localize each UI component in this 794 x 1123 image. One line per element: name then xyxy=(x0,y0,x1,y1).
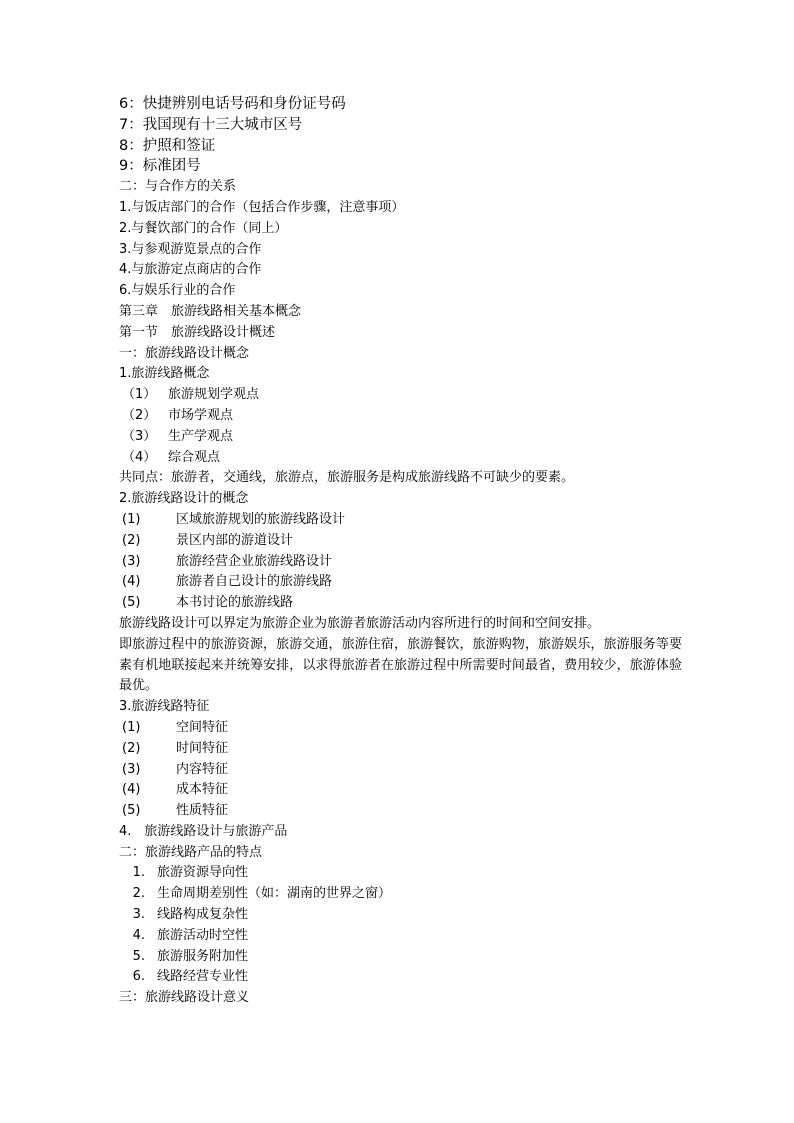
item-text: 综合观点 xyxy=(168,449,221,465)
item-text: 本书讨论的旅游线路 xyxy=(176,595,294,611)
section-heading: 二：与合作方的关系 xyxy=(119,179,237,195)
item-number: (1) xyxy=(122,719,141,735)
section-title: 第一节 旅游线路设计概述 xyxy=(119,324,276,340)
item-number: (2) xyxy=(122,740,141,756)
list-item xyxy=(119,760,689,781)
item-text: 景区内部的游道设计 xyxy=(176,532,294,548)
item-number: 3. xyxy=(132,907,145,923)
item-number: 1. xyxy=(132,865,145,881)
list-item xyxy=(119,884,689,905)
item-number: （4） xyxy=(122,449,157,465)
list-item xyxy=(119,406,689,427)
item-text: 空间特征 xyxy=(176,719,229,735)
list-item: 4.与旅游定点商店的合作 xyxy=(119,262,262,278)
subheading: 1.旅游线路概念 xyxy=(119,366,210,382)
text-line: 8：护照和签证 xyxy=(119,137,216,154)
list-item: 3.与参观游览景点的合作 xyxy=(119,241,262,257)
list-item xyxy=(119,572,689,593)
chapter-title: 第三章 旅游线路相关基本概念 xyxy=(119,303,302,319)
list-item xyxy=(119,427,689,448)
list-item xyxy=(119,531,689,552)
list-item xyxy=(119,385,689,406)
list-item: 1.与饭店部门的合作（包括合作步骤，注意事项） xyxy=(119,199,405,215)
subheading: 3.旅游线路特征 xyxy=(119,699,210,715)
item-number: (2) xyxy=(122,532,141,548)
list-item: 2.与餐饮部门的合作（同上） xyxy=(119,220,288,236)
document-page xyxy=(119,94,689,1009)
item-number: 6. xyxy=(132,969,145,985)
paragraph: 即旅游过程中的旅游资源，旅游交通，旅游住宿，旅游餐饮，旅游购物，旅游娱乐，旅游服务等要素有机地联接起来并统筹安排，以求得旅游者在旅游过程中所需要时间最省，费用较少，旅游体验最优。 xyxy=(119,636,682,694)
list-item xyxy=(119,739,689,760)
list-item xyxy=(119,863,689,884)
item-number: 5. xyxy=(132,948,145,964)
list-item: 6.与娱乐行业的合作 xyxy=(119,283,236,299)
part-heading: 一：旅游线路设计概念 xyxy=(119,345,250,361)
list-item xyxy=(119,801,689,822)
item-number: （1） xyxy=(122,387,157,403)
item-text: 成本特征 xyxy=(176,782,229,798)
item-text: 旅游活动时空性 xyxy=(157,927,249,943)
item-number: 2. xyxy=(132,886,145,902)
item-number: （2） xyxy=(122,407,157,423)
item-text: 时间特征 xyxy=(176,740,229,756)
item-text: 生产学观点 xyxy=(168,428,234,444)
item-text: 线路经营专业性 xyxy=(157,969,249,985)
list-item xyxy=(119,552,689,573)
item-text: 内容特征 xyxy=(176,761,229,777)
list-item xyxy=(119,593,689,614)
item-number: (3) xyxy=(122,553,141,569)
subheading: 2.旅游线路设计的概念 xyxy=(119,491,249,507)
item-text: 线路构成复杂性 xyxy=(157,907,249,923)
definition-text: 旅游线路设计可以界定为旅游企业为旅游者旅游活动内容所进行的时间和空间安排。 xyxy=(119,615,601,631)
item-number: （3） xyxy=(122,428,157,444)
item-number: 4. xyxy=(132,927,145,943)
item-text: 性质特征 xyxy=(176,803,229,819)
list-item xyxy=(119,967,689,988)
item-text: 旅游经营企业旅游线路设计 xyxy=(176,553,333,569)
item-text: 市场学观点 xyxy=(168,407,234,423)
item-text: 旅游规划学观点 xyxy=(168,387,260,403)
part-heading: 三：旅游线路设计意义 xyxy=(119,990,250,1006)
text-line: 7：我国现有十三大城市区号 xyxy=(119,116,303,133)
item-text: 旅游者自己设计的旅游线路 xyxy=(176,574,333,590)
text-line: 9：标准团号 xyxy=(119,158,201,175)
item-number: (3) xyxy=(122,761,141,777)
item-number: (5) xyxy=(122,595,141,611)
item-number: (1) xyxy=(122,511,141,527)
subheading: 4. 旅游线路设计与旅游产品 xyxy=(119,823,288,839)
item-text: 旅游资源导向性 xyxy=(157,865,249,881)
common-points: 共同点：旅游者，交通线，旅游点，旅游服务是构成旅游线路不可缺少的要素。 xyxy=(119,470,575,486)
item-text: 生命周期差别性（如：湖南的世界之窗） xyxy=(157,886,392,902)
list-item xyxy=(119,510,689,531)
item-number: (5) xyxy=(122,803,141,819)
part-heading: 二：旅游线路产品的特点 xyxy=(119,844,263,860)
list-item xyxy=(119,905,689,926)
text-line: 6：快捷辨别电话号码和身份证号码 xyxy=(119,96,346,112)
list-item xyxy=(119,780,689,801)
list-item xyxy=(119,718,689,739)
list-item xyxy=(119,448,689,469)
item-number: (4) xyxy=(122,574,141,590)
list-item xyxy=(119,926,689,947)
item-number: (4) xyxy=(122,782,141,798)
list-item xyxy=(119,947,689,968)
item-text: 区域旅游规划的旅游线路设计 xyxy=(176,511,346,527)
item-text: 旅游服务附加性 xyxy=(157,948,249,964)
